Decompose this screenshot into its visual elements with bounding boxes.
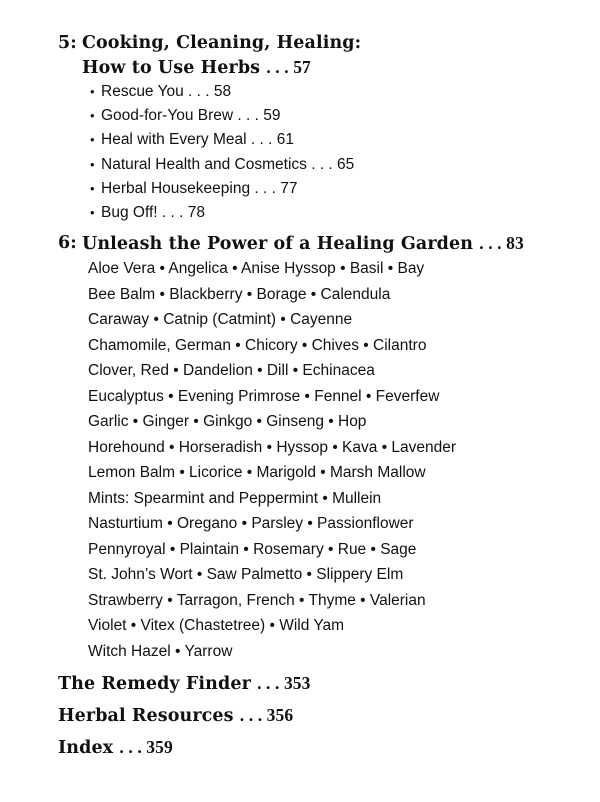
index-entry: [58, 737, 173, 758]
section-entry: Rescue You . . . 58: [101, 83, 232, 100]
herb-line: Violet • Vitex (Chastetree) • Wild Yam: [88, 617, 345, 634]
herb-line: Horehound • Horseradish • Hyssop • Kava • Lavender: [88, 438, 457, 456]
section-entry: Herbal Housekeeping . . . 77: [101, 179, 298, 197]
herb-line: Clover, Red • Dandelion • Dill • Echinacea: [88, 362, 375, 379]
herb-line: Pennyroyal • Plaintain • Rosemary • Rue • Sage: [88, 540, 417, 558]
chapter-5-number: 5:: [58, 33, 77, 53]
index-title: Index: [58, 738, 114, 758]
herbal-resources-entry: [58, 705, 293, 726]
chapter-5-page: . . . 57: [266, 57, 311, 77]
herb-line: Mints: Spearmint and Peppermint • Mullein: [88, 489, 382, 507]
chapter-5-section-list: [90, 80, 354, 225]
bullet: •: [90, 108, 95, 124]
list-item: [90, 128, 354, 152]
chapter-6-number: 6:: [58, 233, 77, 253]
list-item: [90, 153, 354, 177]
herb-list: [88, 256, 456, 664]
list-item: [90, 177, 354, 201]
remedy-finder-entry: [58, 673, 311, 694]
section-entry: Natural Health and Cosmetics . . . 65: [101, 155, 355, 173]
remedy-finder-page: . . . 353: [257, 673, 311, 693]
chapter-5-title-line-2-row: [82, 57, 311, 78]
bullet: •: [90, 156, 95, 172]
remedy-finder-title: The Remedy Finder: [58, 674, 251, 694]
herb-line: Caraway • Catnip (Catmint) • Cayenne: [88, 311, 353, 328]
bullet: •: [90, 180, 95, 196]
herbal-resources-page: . . . 356: [239, 705, 294, 725]
list-item: [90, 104, 354, 128]
list-item: [90, 201, 354, 225]
chapter-5-title-line-2: How to Use Herbs: [82, 58, 261, 78]
herb-line: Witch Hazel • Yarrow: [88, 642, 233, 660]
herb-line: Garlic • Ginger • Ginkgo • Ginseng • Hop: [88, 413, 367, 430]
herb-line: Strawberry • Tarragon, French • Thyme • Valerian: [88, 591, 426, 609]
bullet: •: [90, 84, 95, 99]
herb-line: St. John’s Wort • Saw Palmetto • Slippery Elm: [88, 566, 404, 583]
herb-line: Eucalyptus • Evening Primrose • Fennel • Feverfew: [88, 387, 440, 405]
herb-line: Nasturtium • Oregano • Parsley • Passionflower: [88, 515, 414, 532]
chapter-6-page: . . . 83: [479, 233, 524, 253]
herb-line: Bee Balm • Blackberry • Borage • Calendula: [88, 285, 391, 303]
herb-line: Lemon Balm • Licorice • Marigold • Marsh Mallow: [88, 464, 426, 481]
bullet: •: [90, 204, 95, 220]
section-entry: Heal with Every Meal . . . 61: [101, 131, 294, 149]
list-item: [90, 80, 354, 104]
chapter-6-title-row: [82, 233, 524, 254]
chapter-5-title-line-1: Cooking, Cleaning, Healing:: [82, 33, 362, 53]
herb-line: Aloe Vera • Angelica • Anise Hyssop • Basil • Bay: [88, 260, 425, 277]
section-entry: Good-for-You Brew . . . 59: [101, 107, 281, 125]
index-page: . . . 359: [119, 737, 173, 757]
bullet: •: [90, 132, 95, 148]
section-entry: Bug Off! . . . 78: [101, 203, 205, 221]
herbal-resources-title: Herbal Resources: [58, 706, 234, 726]
chapter-6-title: Unleash the Power of a Healing Garden: [82, 234, 474, 254]
herb-line: Chamomile, German • Chicory • Chives • Cilantro: [88, 336, 427, 354]
